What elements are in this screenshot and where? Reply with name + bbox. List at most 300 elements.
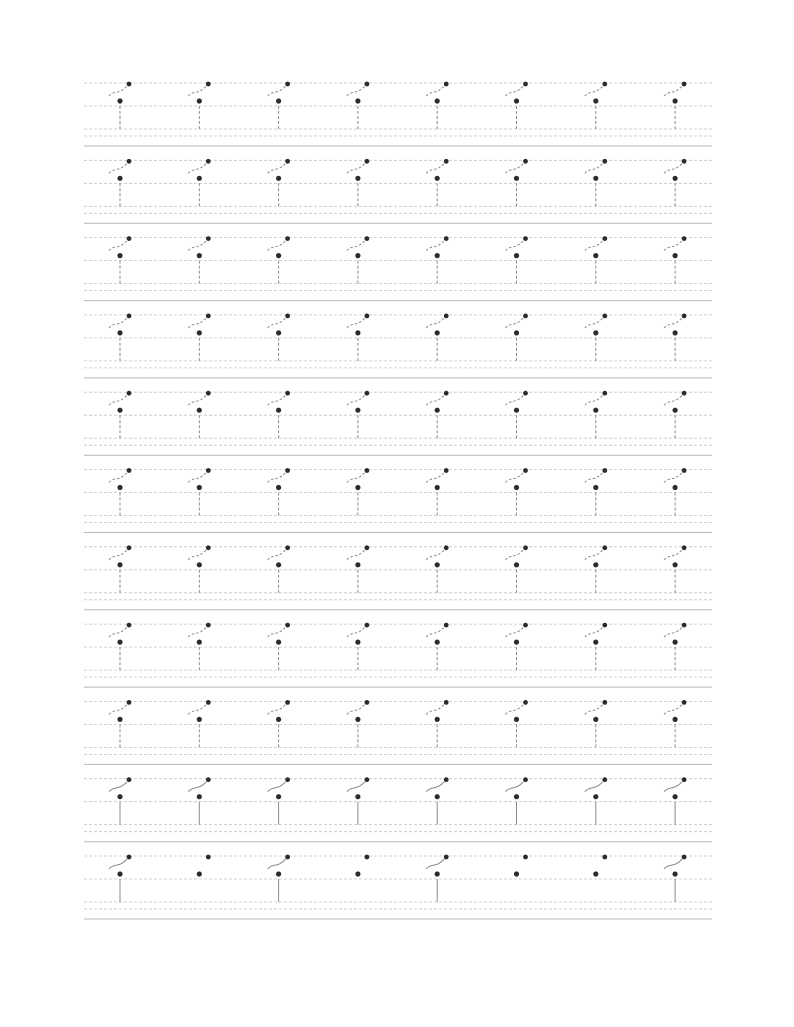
arm-end-dot — [602, 82, 607, 87]
arm-trace-stroke — [664, 318, 682, 328]
arm-trace-stroke — [426, 627, 444, 637]
arm-trace-stroke — [188, 86, 206, 96]
arm-trace-stroke — [268, 859, 286, 869]
start-dot — [355, 871, 360, 876]
arm-end-dot — [365, 623, 370, 628]
arm-end-dot — [127, 468, 132, 473]
arm-trace-stroke — [664, 86, 682, 96]
arm-end-dot — [285, 545, 290, 550]
start-dot — [514, 717, 519, 722]
arm-end-dot — [602, 468, 607, 473]
arm-trace-stroke — [347, 704, 365, 714]
arm-trace-stroke — [426, 241, 444, 251]
arm-trace-stroke — [664, 782, 682, 792]
start-dot — [197, 794, 202, 799]
arm-trace-stroke — [188, 782, 206, 792]
start-dot — [593, 98, 598, 103]
start-dot — [593, 253, 598, 258]
arm-trace-stroke — [664, 859, 682, 869]
letter-r-glyph — [585, 545, 607, 592]
start-dot — [117, 640, 122, 645]
start-dot — [593, 330, 598, 335]
arm-trace-stroke — [188, 550, 206, 560]
letter-r-glyph — [585, 468, 607, 515]
arm-trace-stroke — [426, 318, 444, 328]
start-dot — [514, 176, 519, 181]
letter-r-glyph — [347, 159, 369, 206]
letter-r-glyph — [268, 855, 290, 902]
arm-trace-stroke — [109, 859, 127, 869]
arm-end-dot — [602, 855, 607, 860]
tracing-row — [84, 700, 712, 764]
start-dot — [435, 717, 440, 722]
tracing-row — [84, 236, 712, 300]
start-dot — [514, 98, 519, 103]
letter-r-glyph — [347, 82, 369, 129]
start-dot — [276, 408, 281, 413]
letter-r-glyph — [197, 855, 211, 877]
arm-end-dot — [206, 623, 211, 628]
arm-trace-stroke — [109, 782, 127, 792]
start-dot — [355, 485, 360, 490]
letter-r-glyph — [585, 236, 607, 283]
arm-end-dot — [285, 236, 290, 241]
start-dot — [276, 253, 281, 258]
arm-end-dot — [127, 700, 132, 705]
letter-r-glyph — [585, 391, 607, 438]
start-dot — [514, 640, 519, 645]
arm-end-dot — [444, 545, 449, 550]
arm-end-dot — [206, 468, 211, 473]
arm-trace-stroke — [347, 163, 365, 173]
start-dot — [276, 562, 281, 567]
letter-r-glyph — [506, 82, 528, 129]
letter-r-glyph — [188, 314, 210, 361]
letter-r-glyph — [664, 545, 686, 592]
arm-end-dot — [206, 236, 211, 241]
letter-r-glyph — [188, 777, 210, 824]
arm-end-dot — [682, 391, 687, 396]
arm-trace-stroke — [347, 86, 365, 96]
arm-end-dot — [285, 777, 290, 782]
arm-end-dot — [602, 236, 607, 241]
arm-end-dot — [206, 700, 211, 705]
arm-trace-stroke — [188, 395, 206, 405]
letter-r-glyph — [585, 777, 607, 824]
letter-r-glyph — [347, 236, 369, 283]
start-dot — [673, 717, 678, 722]
letter-r-glyph — [109, 82, 131, 129]
letter-r-glyph — [585, 623, 607, 670]
arm-end-dot — [682, 82, 687, 87]
letter-r-glyph — [506, 700, 528, 747]
arm-trace-stroke — [109, 318, 127, 328]
letter-r-glyph — [268, 314, 290, 361]
arm-trace-stroke — [268, 473, 286, 483]
arm-end-dot — [682, 236, 687, 241]
arm-end-dot — [285, 314, 290, 319]
start-dot — [435, 640, 440, 645]
arm-end-dot — [523, 236, 528, 241]
arm-end-dot — [602, 777, 607, 782]
arm-end-dot — [523, 777, 528, 782]
letter-r-glyph — [347, 314, 369, 361]
arm-end-dot — [682, 314, 687, 319]
letter-r-glyph — [426, 82, 448, 129]
start-dot — [117, 330, 122, 335]
letter-r-glyph — [347, 700, 369, 747]
letter-r-glyph — [347, 468, 369, 515]
start-dot — [276, 794, 281, 799]
arm-trace-stroke — [585, 395, 603, 405]
letter-r-glyph — [109, 236, 131, 283]
arm-trace-stroke — [109, 163, 127, 173]
start-dot — [673, 176, 678, 181]
arm-end-dot — [523, 545, 528, 550]
arm-end-dot — [285, 82, 290, 87]
letter-r-glyph — [268, 545, 290, 592]
tracing-row — [84, 777, 712, 841]
letter-r-glyph — [506, 545, 528, 592]
letter-r-glyph — [109, 468, 131, 515]
start-dot — [355, 794, 360, 799]
letter-r-glyph — [506, 391, 528, 438]
arm-end-dot — [127, 777, 132, 782]
letter-r-glyph — [109, 855, 131, 902]
arm-trace-stroke — [506, 163, 524, 173]
start-dot — [435, 408, 440, 413]
tracing-row — [84, 82, 712, 146]
letter-r-glyph — [188, 82, 210, 129]
start-dot — [355, 717, 360, 722]
letter-r-glyph — [664, 391, 686, 438]
start-dot — [117, 176, 122, 181]
arm-end-dot — [602, 391, 607, 396]
letter-r-glyph — [268, 468, 290, 515]
arm-end-dot — [365, 159, 370, 164]
start-dot — [673, 98, 678, 103]
start-dot — [435, 562, 440, 567]
start-dot — [197, 562, 202, 567]
arm-trace-stroke — [426, 704, 444, 714]
arm-end-dot — [285, 623, 290, 628]
letter-r-glyph — [585, 159, 607, 206]
letter-r-glyph — [426, 468, 448, 515]
tracing-row — [84, 468, 712, 532]
start-dot — [435, 330, 440, 335]
letter-r-glyph — [664, 236, 686, 283]
start-dot — [673, 640, 678, 645]
arm-trace-stroke — [585, 704, 603, 714]
arm-trace-stroke — [426, 473, 444, 483]
arm-end-dot — [682, 545, 687, 550]
arm-end-dot — [127, 855, 132, 860]
arm-trace-stroke — [664, 473, 682, 483]
arm-end-dot — [444, 391, 449, 396]
arm-trace-stroke — [268, 550, 286, 560]
start-dot — [593, 408, 598, 413]
letter-r-glyph — [109, 777, 131, 824]
letter-r-glyph — [109, 700, 131, 747]
start-dot — [355, 253, 360, 258]
letter-r-glyph — [514, 855, 528, 877]
start-dot — [355, 98, 360, 103]
start-dot — [514, 330, 519, 335]
letter-r-glyph — [188, 468, 210, 515]
start-dot — [673, 794, 678, 799]
letter-r-glyph — [585, 314, 607, 361]
arm-end-dot — [206, 391, 211, 396]
arm-end-dot — [682, 855, 687, 860]
arm-trace-stroke — [506, 704, 524, 714]
arm-trace-stroke — [506, 241, 524, 251]
arm-trace-stroke — [585, 550, 603, 560]
letter-r-glyph — [664, 82, 686, 129]
start-dot — [435, 485, 440, 490]
letter-r-glyph — [506, 777, 528, 824]
arm-trace-stroke — [188, 318, 206, 328]
letter-r-glyph — [506, 159, 528, 206]
arm-end-dot — [285, 855, 290, 860]
arm-trace-stroke — [347, 318, 365, 328]
arm-end-dot — [602, 545, 607, 550]
arm-end-dot — [523, 82, 528, 87]
arm-trace-stroke — [188, 241, 206, 251]
arm-end-dot — [444, 777, 449, 782]
arm-trace-stroke — [664, 163, 682, 173]
arm-end-dot — [523, 855, 528, 860]
arm-end-dot — [365, 468, 370, 473]
start-dot — [117, 562, 122, 567]
arm-trace-stroke — [268, 782, 286, 792]
letter-r-glyph — [268, 82, 290, 129]
letter-r-glyph — [426, 314, 448, 361]
start-dot — [117, 253, 122, 258]
letter-r-glyph — [664, 314, 686, 361]
tracing-row — [84, 159, 712, 223]
letter-r-glyph — [506, 623, 528, 670]
arm-trace-stroke — [347, 241, 365, 251]
letter-r-glyph — [347, 623, 369, 670]
arm-trace-stroke — [188, 627, 206, 637]
arm-trace-stroke — [347, 782, 365, 792]
arm-end-dot — [127, 623, 132, 628]
start-dot — [276, 640, 281, 645]
letter-r-glyph — [585, 82, 607, 129]
letter-r-glyph — [426, 700, 448, 747]
arm-trace-stroke — [109, 473, 127, 483]
start-dot — [514, 562, 519, 567]
arm-trace-stroke — [664, 241, 682, 251]
start-dot — [673, 871, 678, 876]
arm-end-dot — [523, 468, 528, 473]
start-dot — [435, 871, 440, 876]
arm-trace-stroke — [268, 627, 286, 637]
arm-end-dot — [206, 855, 211, 860]
arm-end-dot — [365, 391, 370, 396]
start-dot — [673, 408, 678, 413]
start-dot — [514, 485, 519, 490]
arm-trace-stroke — [585, 241, 603, 251]
letter-r-glyph — [188, 623, 210, 670]
arm-trace-stroke — [426, 86, 444, 96]
arm-end-dot — [444, 314, 449, 319]
letter-r-glyph — [664, 777, 686, 824]
letter-r-glyph — [664, 700, 686, 747]
letter-r-glyph — [593, 855, 607, 877]
letter-r-glyph — [426, 391, 448, 438]
arm-end-dot — [127, 82, 132, 87]
arm-end-dot — [285, 700, 290, 705]
start-dot — [197, 253, 202, 258]
arm-trace-stroke — [664, 550, 682, 560]
arm-end-dot — [206, 777, 211, 782]
arm-end-dot — [285, 159, 290, 164]
arm-end-dot — [682, 468, 687, 473]
start-dot — [593, 176, 598, 181]
arm-end-dot — [444, 236, 449, 241]
start-dot — [197, 330, 202, 335]
arm-trace-stroke — [426, 395, 444, 405]
arm-trace-stroke — [585, 627, 603, 637]
arm-trace-stroke — [506, 473, 524, 483]
arm-trace-stroke — [585, 163, 603, 173]
arm-trace-stroke — [347, 550, 365, 560]
start-dot — [117, 717, 122, 722]
letter-r-glyph — [347, 545, 369, 592]
arm-end-dot — [682, 623, 687, 628]
arm-end-dot — [365, 777, 370, 782]
letter-r-glyph — [664, 623, 686, 670]
arm-end-dot — [444, 468, 449, 473]
start-dot — [593, 640, 598, 645]
letter-r-glyph — [506, 236, 528, 283]
letter-r-glyph — [426, 236, 448, 283]
letter-r-glyph — [426, 623, 448, 670]
start-dot — [117, 98, 122, 103]
start-dot — [355, 408, 360, 413]
letter-r-glyph — [347, 391, 369, 438]
arm-end-dot — [206, 159, 211, 164]
arm-end-dot — [602, 159, 607, 164]
letter-r-glyph — [268, 159, 290, 206]
arm-end-dot — [285, 468, 290, 473]
start-dot — [593, 871, 598, 876]
start-dot — [673, 330, 678, 335]
letter-r-glyph — [664, 468, 686, 515]
start-dot — [197, 176, 202, 181]
letter-r-glyph — [268, 623, 290, 670]
arm-trace-stroke — [585, 86, 603, 96]
arm-end-dot — [682, 777, 687, 782]
start-dot — [355, 562, 360, 567]
arm-end-dot — [602, 314, 607, 319]
letter-r-glyph — [664, 855, 686, 902]
arm-trace-stroke — [506, 395, 524, 405]
start-dot — [276, 98, 281, 103]
start-dot — [117, 408, 122, 413]
start-dot — [593, 562, 598, 567]
start-dot — [355, 330, 360, 335]
arm-trace-stroke — [188, 704, 206, 714]
arm-end-dot — [365, 82, 370, 87]
start-dot — [673, 253, 678, 258]
arm-end-dot — [682, 700, 687, 705]
arm-trace-stroke — [268, 86, 286, 96]
arm-end-dot — [444, 855, 449, 860]
arm-trace-stroke — [506, 550, 524, 560]
arm-trace-stroke — [506, 318, 524, 328]
arm-trace-stroke — [109, 395, 127, 405]
start-dot — [117, 485, 122, 490]
arm-end-dot — [444, 700, 449, 705]
arm-end-dot — [523, 623, 528, 628]
arm-trace-stroke — [109, 627, 127, 637]
letter-r-glyph — [426, 855, 448, 902]
tracing-row — [84, 545, 712, 609]
start-dot — [276, 330, 281, 335]
arm-trace-stroke — [506, 627, 524, 637]
arm-end-dot — [602, 623, 607, 628]
letter-r-glyph — [188, 545, 210, 592]
letter-r-glyph — [109, 391, 131, 438]
arm-end-dot — [127, 314, 132, 319]
start-dot — [117, 794, 122, 799]
arm-end-dot — [602, 700, 607, 705]
tracing-row — [84, 623, 712, 687]
arm-end-dot — [523, 314, 528, 319]
start-dot — [197, 640, 202, 645]
start-dot — [355, 176, 360, 181]
letter-r-glyph — [268, 391, 290, 438]
start-dot — [197, 485, 202, 490]
start-dot — [355, 640, 360, 645]
arm-trace-stroke — [268, 395, 286, 405]
arm-trace-stroke — [664, 704, 682, 714]
start-dot — [197, 871, 202, 876]
letter-r-glyph — [426, 159, 448, 206]
arm-end-dot — [127, 391, 132, 396]
tracing-row — [84, 391, 712, 455]
start-dot — [276, 871, 281, 876]
letter-r-glyph — [188, 391, 210, 438]
arm-end-dot — [444, 623, 449, 628]
start-dot — [514, 253, 519, 258]
start-dot — [673, 485, 678, 490]
start-dot — [593, 485, 598, 490]
arm-trace-stroke — [109, 86, 127, 96]
start-dot — [197, 717, 202, 722]
letter-r-glyph — [188, 236, 210, 283]
arm-trace-stroke — [585, 473, 603, 483]
arm-trace-stroke — [426, 782, 444, 792]
arm-end-dot — [206, 545, 211, 550]
arm-end-dot — [365, 700, 370, 705]
start-dot — [593, 717, 598, 722]
arm-trace-stroke — [109, 704, 127, 714]
arm-end-dot — [523, 700, 528, 705]
arm-trace-stroke — [664, 395, 682, 405]
letter-r-glyph — [664, 159, 686, 206]
arm-trace-stroke — [585, 782, 603, 792]
arm-end-dot — [206, 82, 211, 87]
start-dot — [276, 717, 281, 722]
arm-end-dot — [127, 159, 132, 164]
start-dot — [435, 794, 440, 799]
arm-end-dot — [365, 236, 370, 241]
letter-r-glyph — [355, 855, 369, 877]
letter-r-glyph — [426, 777, 448, 824]
